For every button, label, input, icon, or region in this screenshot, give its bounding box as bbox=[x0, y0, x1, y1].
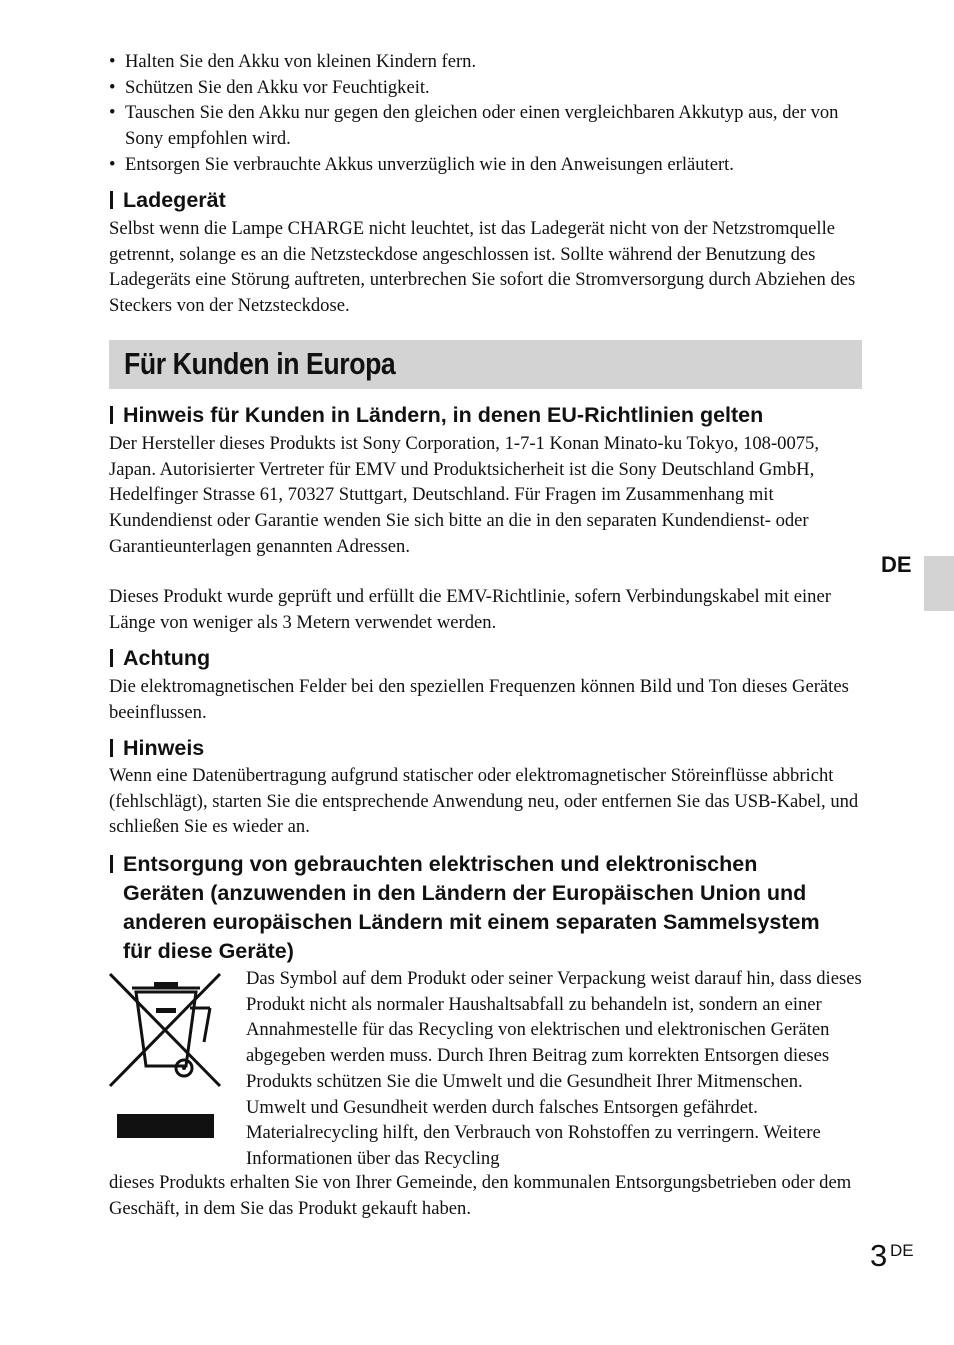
language-side-label: DE bbox=[881, 552, 912, 577]
page-number: 3 bbox=[870, 1238, 888, 1273]
bullet-item: • Schützen Sie den Akku vor Feuchtigkeit. bbox=[109, 75, 861, 101]
bullet-item: • Tauschen Sie den Akku nur gegen den gleichen oder einen vergleichbaren Akkutyp aus, der von Sony empfohlen wird. bbox=[109, 100, 861, 151]
section-heading-hinweis-eu bbox=[109, 401, 861, 430]
language-side-tab bbox=[924, 556, 954, 611]
entsorgung-paragraph-wrapped: Das Symbol auf dem Produkt oder seiner Verpackung weist darauf hin, dass dieses Produkt nicht als normaler Haushaltsabfall zu behandeln ist, sondern an einer Annahmestelle für das Recycling von elektrischen und elektronischen Geräten abgegeben werden muss. Durch Ihren Beitrag zum korrekten Entsorgen dieses Produkts schützen Sie die Umwelt und die Gesundheit Ihrer Mitmenschen. Umwelt und Gesundheit werden durch falsches Entsorgen gefährdet. Materialrecycling hilft, den Verbrauch von Rohstoffen zu verringern. Weitere Informationen über das Recycling bbox=[246, 968, 862, 1169]
section-banner bbox=[109, 340, 862, 389]
heading-text: Achtung bbox=[123, 646, 211, 670]
entsorgung-paragraph-continued: dieses Produkts erhalten Sie von Ihrer Gemeinde, den kommunalen Entsorgungsbetrieben oder dem Geschäft, in dem Sie das Produkt gekauft haben. bbox=[109, 1172, 852, 1219]
section-heading-ladegeraet bbox=[109, 186, 861, 215]
heading-text: Entsorgung von gebrauchten elektrischen und elektronischen Geräten (anzuwenden in den Ländern der Europäischen Union und anderen europäischen Ländern mit einem separaten Sammelsystem für diese Geräte) bbox=[123, 852, 820, 963]
battery-bullet-list bbox=[109, 49, 861, 178]
page-number-suffix: DE bbox=[890, 1241, 914, 1260]
heading-text: Hinweis bbox=[123, 736, 205, 760]
ladegeraet-paragraph: Selbst wenn die Lampe CHARGE nicht leuchtet, ist das Ladegerät nicht von der Netzstromquelle getrennt, solange es an die Netzsteckdose angeschlossen ist. Sollte während der Benutzung des Ladegeräts eine Störung auftreten, unterbrechen Sie sofort die Stromversorgung durch Abziehen des Steckers von der Netzsteckdose. bbox=[109, 218, 856, 317]
bullet-item: • Halten Sie den Akku von kleinen Kindern fern. bbox=[109, 49, 861, 75]
heading-marker bbox=[110, 855, 113, 873]
heading-marker bbox=[110, 649, 113, 667]
section-heading-entsorgung bbox=[109, 850, 861, 966]
section-heading-achtung bbox=[109, 644, 861, 673]
hinweis-eu-paragraph-2: Dieses Produkt wurde geprüft und erfüllt die EMV-Richtlinie, sofern Verbindungskabel mit einer Länge von weniger als 3 Metern verwendet werden. bbox=[109, 586, 831, 633]
heading-text: Hinweis für Kunden in Ländern, in denen EU-Richtlinien gelten bbox=[123, 403, 764, 427]
hinweis-paragraph: Wenn eine Datenübertragung aufgrund statischer oder elektromagnetischer Störeinflüsse abbricht (fehlschlägt), starten Sie die entsprechende Anwendung neu, oder entfernen Sie das USB-Kabel, und schließen Sie es wieder an. bbox=[109, 765, 859, 838]
heading-marker bbox=[110, 739, 113, 757]
heading-text: Ladegerät bbox=[123, 188, 226, 212]
achtung-paragraph: Die elektromagnetischen Felder bei den speziellen Frequenzen können Bild und Ton dieses Gerätes beeinflussen. bbox=[109, 676, 849, 723]
banner-title: Für Kunden in Europa bbox=[124, 346, 396, 381]
heading-marker bbox=[110, 406, 113, 424]
crossed-out-wheeled-bin-icon bbox=[106, 968, 226, 1140]
bullet-item: • Entsorgen Sie verbrauchte Akkus unverzüglich wie in den Anweisungen erläutert. bbox=[109, 152, 861, 178]
section-heading-hinweis bbox=[109, 734, 861, 763]
heading-marker bbox=[110, 191, 113, 209]
hinweis-eu-paragraph-1: Der Hersteller dieses Produkts ist Sony Corporation, 1-7-1 Konan Minato-ku Tokyo, 108-0075, Japan. Autorisierter Vertreter für EMV und Produktsicherheit ist die Sony Deutschland GmbH, Hedelfinger Strasse 61, 70327 Stuttgart, Deutschland. Für Fragen im Zusammenhang mit Kundendienst oder Garantie wenden Sie sich bitte an die in den separaten Kundendienst- oder Garantieunterlagen genannten Adressen. bbox=[109, 433, 819, 557]
